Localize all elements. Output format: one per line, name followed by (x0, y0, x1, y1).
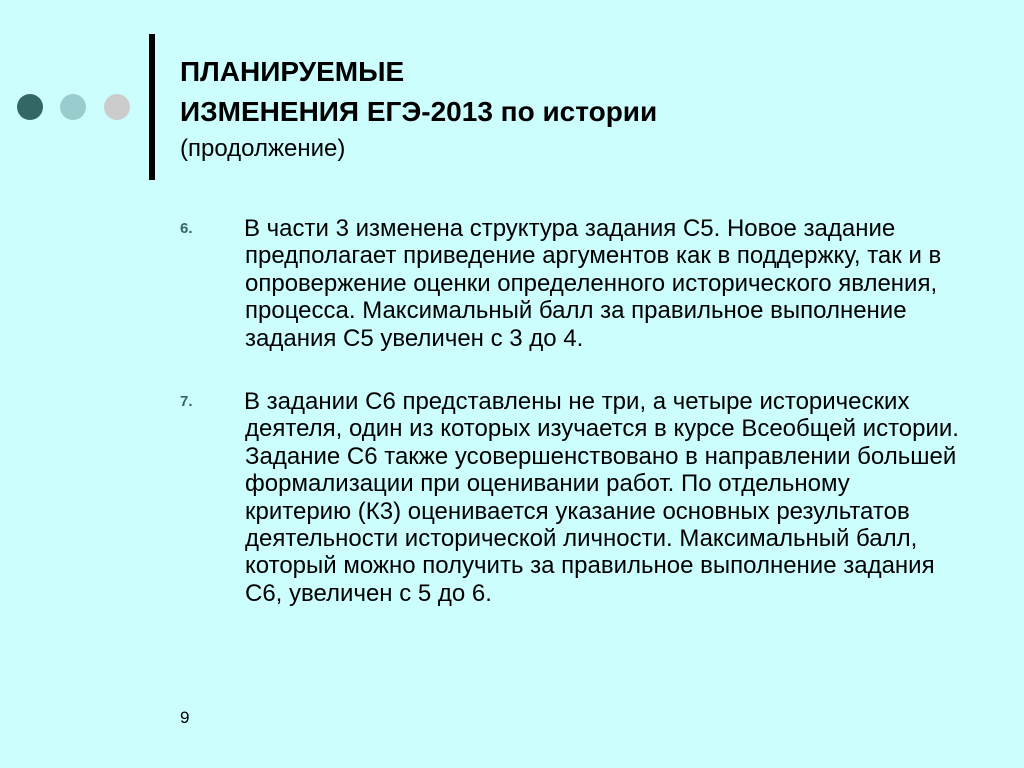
slide-subtitle: (продолжение) (180, 135, 346, 162)
list-item (180, 388, 960, 607)
decorative-dot-mid (60, 94, 86, 120)
decorative-dot-light (104, 94, 130, 120)
list-item-text: В части 3 изменена структура задания С5. Новое задание предполагает приведение аргументов как в поддержку, так и в опровержение оценки определенного исторического явления, процесса. Максимальный балл за правильное выполнение задания С5 увеличен с 3 до 4. (244, 215, 942, 352)
list-item-number: 7. (180, 393, 193, 410)
title-divider-bar (149, 34, 155, 180)
list-item-text: В задании С6 представлены не три, а четыре исторических деятеля, один из которых изучается в курсе Всеобщей истории. Задание С6 также усовершенствовано в направлении большей формализации при оценивании работ. По отдельному критерию (К3) оценивается указание основных результатов деятельности исторической личности. Максимальный балл, который можно получить за правильное выполнение задания С6, увеличен с 5 до 6. (244, 388, 959, 607)
slide-title-line2: ИЗМЕНЕНИЯ ЕГЭ-2013 по истории (180, 96, 658, 127)
list-item-number: 6. (180, 220, 193, 237)
list-item (180, 215, 960, 352)
slide-title (180, 52, 657, 132)
decorative-dot-dark (17, 94, 43, 120)
slide-title-line1: ПЛАНИРУЕМЫЕ (180, 56, 405, 87)
page-number: 9 (180, 708, 190, 727)
